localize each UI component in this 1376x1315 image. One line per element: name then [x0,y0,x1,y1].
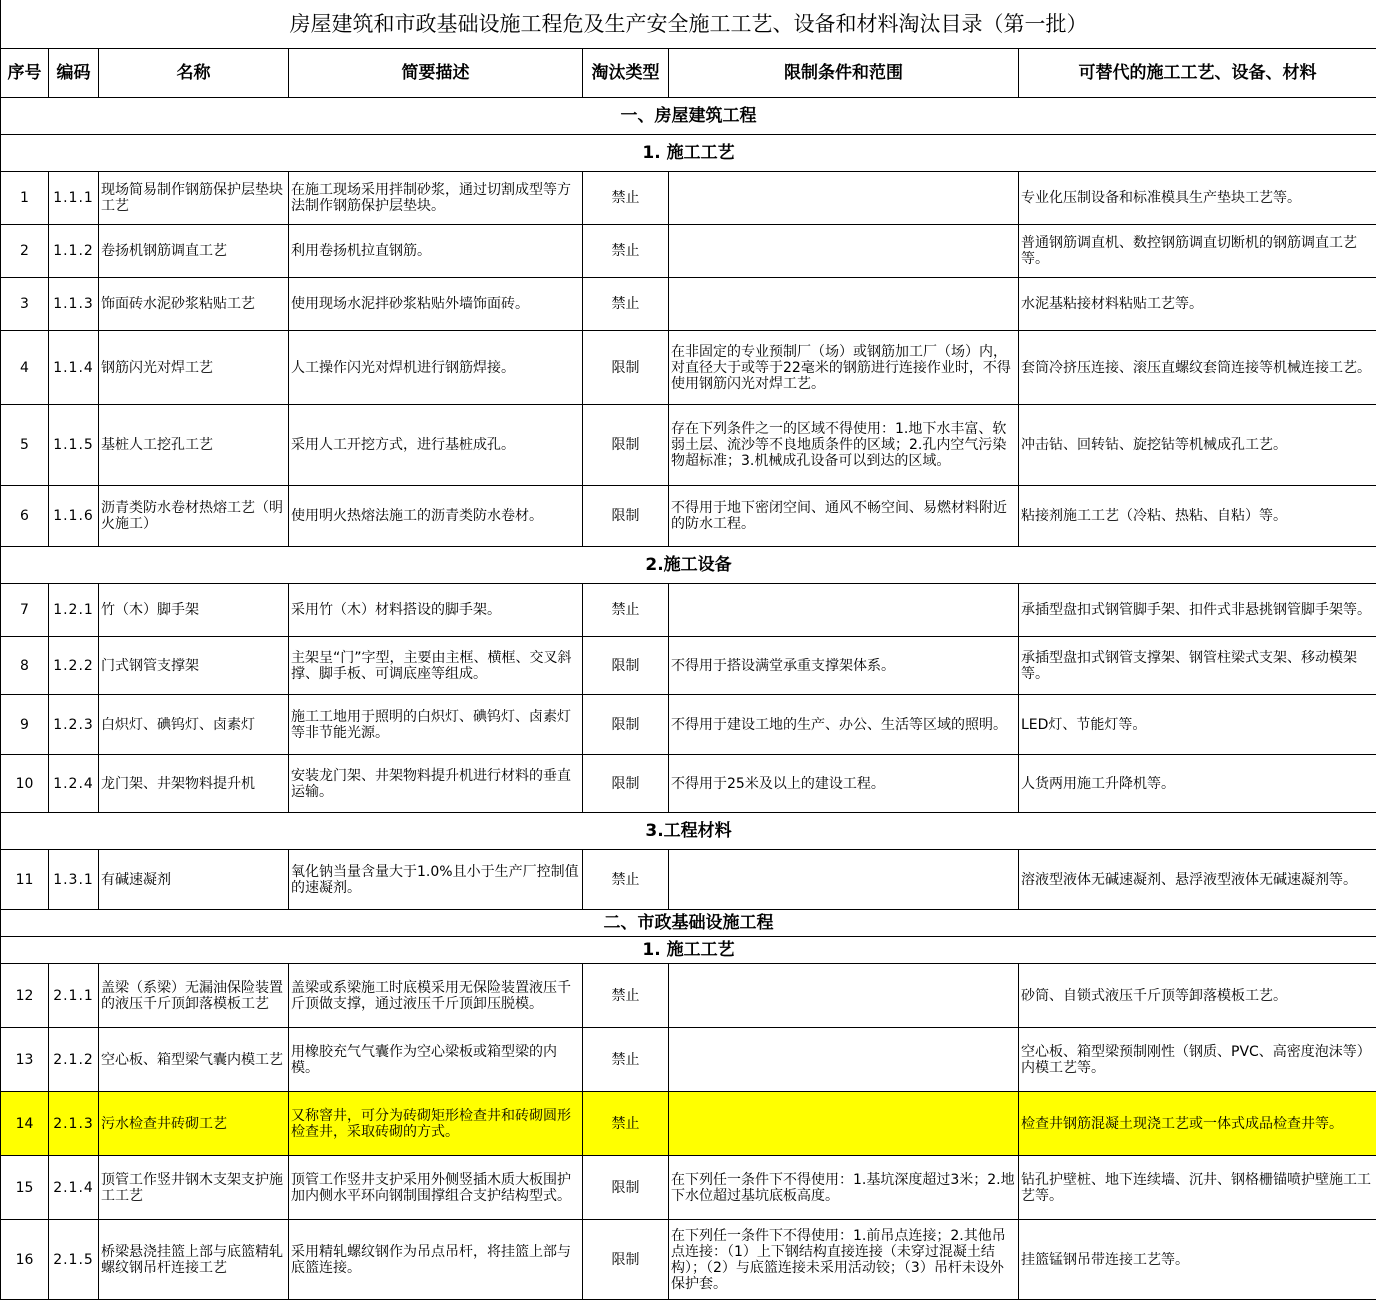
table-row [1,1028,1376,1092]
cell-limit [669,1028,1019,1092]
cell-type: 禁止 [583,225,669,278]
cell-code: 1.2.4 [49,755,99,813]
cell-seq: 3 [1,278,49,331]
cell-code: 2.1.3 [49,1092,99,1156]
cell-limit: 在下列任一条件下不得使用：1.基坑深度超过3米；2.地下水位超过基坑底板高度。 [669,1156,1019,1220]
cell-description: 氧化钠当量含量大于1.0%且小于生产厂控制值的速凝剂。 [289,850,583,910]
cell-limit [669,225,1019,278]
cell-type: 禁止 [583,172,669,225]
cell-alternative: 承插型盘扣式钢管脚手架、扣件式非悬挑钢管脚手架等。 [1019,584,1376,637]
cell-alternative: 套筒冷挤压连接、滚压直螺纹套筒连接等机械连接工艺。 [1019,331,1376,405]
cell-limit: 存在下列条件之一的区域不得使用：1.地下水丰富、软弱土层、流沙等不良地质条件的区域；2.孔内空气污染物超标准；3.机械成孔设备可以到达的区域。 [669,405,1019,486]
cell-description: 又称窨井，可分为砖砌矩形检查井和砖砌圆形检查井，采取砖砌的方式。 [289,1092,583,1156]
cell-type: 禁止 [583,1028,669,1092]
cell-code: 1.1.2 [49,225,99,278]
cell-description: 盖梁或系梁施工时底模采用无保险装置液压千斤顶做支撑，通过液压千斤顶卸压脱模。 [289,964,583,1028]
cell-description: 安装龙门架、井架物料提升机进行材料的垂直运输。 [289,755,583,813]
cell-name: 盖梁（系梁）无漏油保险装置的液压千斤顶卸落模板工艺 [99,964,289,1028]
cell-seq: 12 [1,964,49,1028]
cell-limit: 在下列任一条件下不得使用：1.前吊点连接；2.其他吊点连接：（1）上下钢结构直接连接（未穿过混凝土结构）；（2）与底篮连接未采用活动铰；（3）吊杆未设外保护套。 [669,1220,1019,1300]
table-row [1,584,1376,637]
cell-type: 禁止 [583,850,669,910]
cell-name: 龙门架、井架物料提升机 [99,755,289,813]
cell-alternative: 挂篮锰钢吊带连接工艺等。 [1019,1220,1376,1300]
cell-seq: 13 [1,1028,49,1092]
cell-limit [669,278,1019,331]
cell-description: 采用精轧螺纹钢作为吊点吊杆，将挂篮上部与底篮连接。 [289,1220,583,1300]
cell-code: 1.2.1 [49,584,99,637]
cell-description: 用橡胶充气气囊作为空心梁板或箱型梁的内模。 [289,1028,583,1092]
cell-name: 饰面砖水泥砂浆粘贴工艺 [99,278,289,331]
cell-limit [669,1092,1019,1156]
table-row [1,225,1376,278]
cell-description: 顶管工作竖井支护采用外侧竖插木质大板围护加内侧水平环向钢制围撑组合支护结构型式。 [289,1156,583,1220]
cell-code: 2.1.5 [49,1220,99,1300]
page-title: 房屋建筑和市政基础设施工程危及生产安全施工工艺、设备和材料淘汰目录（第一批） [1,0,1376,49]
cell-name: 有碱速凝剂 [99,850,289,910]
cell-limit: 不得用于25米及以上的建设工程。 [669,755,1019,813]
cell-code: 1.2.2 [49,637,99,695]
cell-alternative: 空心板、箱型梁预制刚性（钢质、PVC、高密度泡沫等）内模工艺等。 [1019,1028,1376,1092]
cell-seq: 11 [1,850,49,910]
cell-alternative: 承插型盘扣式钢管支撑架、钢管柱梁式支架、移动模架等。 [1019,637,1376,695]
cell-alternative: 砂筒、自锁式液压千斤顶等卸落模板工艺。 [1019,964,1376,1028]
cell-code: 1.1.6 [49,486,99,547]
cell-alternative: 冲击钻、回转钻、旋挖钻等机械成孔工艺。 [1019,405,1376,486]
cell-type: 限制 [583,1156,669,1220]
header-code: 编码 [49,49,99,98]
cell-name: 桥梁悬浇挂篮上部与底篮精轧螺纹钢吊杆连接工艺 [99,1220,289,1300]
cell-type: 限制 [583,486,669,547]
cell-code: 1.1.5 [49,405,99,486]
cell-alternative: 专业化压制设备和标准模具生产垫块工艺等。 [1019,172,1376,225]
cell-type: 限制 [583,637,669,695]
cell-alternative: 检查井钢筋混凝土现浇工艺或一体式成品检查井等。 [1019,1092,1376,1156]
table-row-highlighted [1,1092,1376,1156]
cell-description: 利用卷扬机拉直钢筋。 [289,225,583,278]
cell-code: 2.1.2 [49,1028,99,1092]
table-row [1,486,1376,547]
table-row [1,1220,1376,1300]
header-limit: 限制条件和范围 [669,49,1019,98]
cell-type: 限制 [583,405,669,486]
cell-type: 限制 [583,755,669,813]
table-row [1,695,1376,755]
cell-name: 白炽灯、碘钨灯、卤素灯 [99,695,289,755]
cell-seq: 8 [1,637,49,695]
section-heading-housing: 一、房屋建筑工程 [1,98,1376,135]
cell-type: 限制 [583,695,669,755]
cell-description: 施工工地用于照明的白炽灯、碘钨灯、卤素灯等非节能光源。 [289,695,583,755]
header-type: 淘汰类型 [583,49,669,98]
header-name: 名称 [99,49,289,98]
cell-limit [669,850,1019,910]
cell-seq: 9 [1,695,49,755]
cell-description: 人工操作闪光对焊机进行钢筋焊接。 [289,331,583,405]
cell-name: 顶管工作竖井钢木支架支护施工工艺 [99,1156,289,1220]
cell-name: 门式钢管支撑架 [99,637,289,695]
cell-seq: 15 [1,1156,49,1220]
cell-limit: 不得用于地下密闭空间、通风不畅空间、易燃材料附近的防水工程。 [669,486,1019,547]
cell-alternative: 水泥基粘接材料粘贴工艺等。 [1019,278,1376,331]
cell-limit: 不得用于搭设满堂承重支撑架体系。 [669,637,1019,695]
table-row [1,755,1376,813]
subsection-heading-housing-process: 1. 施工工艺 [1,135,1376,172]
cell-code: 1.1.4 [49,331,99,405]
cell-limit: 不得用于建设工地的生产、办公、生活等区域的照明。 [669,695,1019,755]
cell-name: 沥青类防水卷材热熔工艺（明火施工） [99,486,289,547]
cell-limit: 在非固定的专业预制厂（场）或钢筋加工厂（场）内，对直径大于或等于22毫米的钢筋进行连接作业时，不得使用钢筋闪光对焊工艺。 [669,331,1019,405]
subsection-heading-municipal-process: 1. 施工工艺 [1,937,1376,964]
cell-seq: 4 [1,331,49,405]
cell-description: 采用竹（木）材料搭设的脚手架。 [289,584,583,637]
table-row [1,405,1376,486]
table-row [1,1156,1376,1220]
cell-seq: 2 [1,225,49,278]
table-row [1,278,1376,331]
cell-description: 使用现场水泥拌砂浆粘贴外墙饰面砖。 [289,278,583,331]
cell-code: 1.3.1 [49,850,99,910]
cell-code: 1.1.3 [49,278,99,331]
cell-limit [669,172,1019,225]
cell-alternative: LED灯、节能灯等。 [1019,695,1376,755]
cell-code: 1.2.3 [49,695,99,755]
cell-description: 使用明火热熔法施工的沥青类防水卷材。 [289,486,583,547]
cell-description: 采用人工开挖方式，进行基桩成孔。 [289,405,583,486]
cell-code: 1.1.1 [49,172,99,225]
cell-name: 空心板、箱型梁气囊内模工艺 [99,1028,289,1092]
cell-seq: 7 [1,584,49,637]
header-alternative: 可替代的施工工艺、设备、材料 [1019,49,1376,98]
cell-name: 污水检查井砖砌工艺 [99,1092,289,1156]
cell-type: 禁止 [583,964,669,1028]
cell-name: 现场简易制作钢筋保护层垫块工艺 [99,172,289,225]
cell-description: 主架呈“门”字型，主要由主框、横框、交叉斜撑、脚手板、可调底座等组成。 [289,637,583,695]
header-description: 简要描述 [289,49,583,98]
table-row [1,637,1376,695]
cell-alternative: 普通钢筋调直机、数控钢筋调直切断机的钢筋调直工艺等。 [1019,225,1376,278]
subsection-heading-housing-materials: 3.工程材料 [1,813,1376,850]
cell-alternative: 粘接剂施工工艺（冷粘、热粘、自粘）等。 [1019,486,1376,547]
cell-name: 基桩人工挖孔工艺 [99,405,289,486]
cell-description: 在施工现场采用拌制砂浆，通过切割成型等方法制作钢筋保护层垫块。 [289,172,583,225]
table-row [1,850,1376,910]
cell-seq: 16 [1,1220,49,1300]
table-row [1,331,1376,405]
cell-name: 竹（木）脚手架 [99,584,289,637]
cell-type: 限制 [583,1220,669,1300]
cell-code: 2.1.4 [49,1156,99,1220]
cell-type: 禁止 [583,278,669,331]
cell-type: 限制 [583,331,669,405]
header-row [1,49,1376,98]
table-row [1,964,1376,1028]
cell-seq: 6 [1,486,49,547]
subsection-heading-housing-equipment: 2.施工设备 [1,547,1376,584]
header-seq: 序号 [1,49,49,98]
cell-code: 2.1.1 [49,964,99,1028]
cell-seq: 10 [1,755,49,813]
cell-alternative: 溶液型液体无碱速凝剂、悬浮液型液体无碱速凝剂等。 [1019,850,1376,910]
cell-seq: 1 [1,172,49,225]
cell-limit [669,584,1019,637]
cell-seq: 5 [1,405,49,486]
table-row [1,172,1376,225]
section-heading-municipal: 二、市政基础设施工程 [1,910,1376,937]
cell-alternative: 人货两用施工升降机等。 [1019,755,1376,813]
cell-type: 禁止 [583,1092,669,1156]
cell-seq: 14 [1,1092,49,1156]
cell-alternative: 钻孔护壁桩、地下连续墙、沉井、钢格栅锚喷护壁施工工艺等。 [1019,1156,1376,1220]
cell-limit [669,964,1019,1028]
cell-type: 禁止 [583,584,669,637]
cell-name: 卷扬机钢筋调直工艺 [99,225,289,278]
cell-name: 钢筋闪光对焊工艺 [99,331,289,405]
